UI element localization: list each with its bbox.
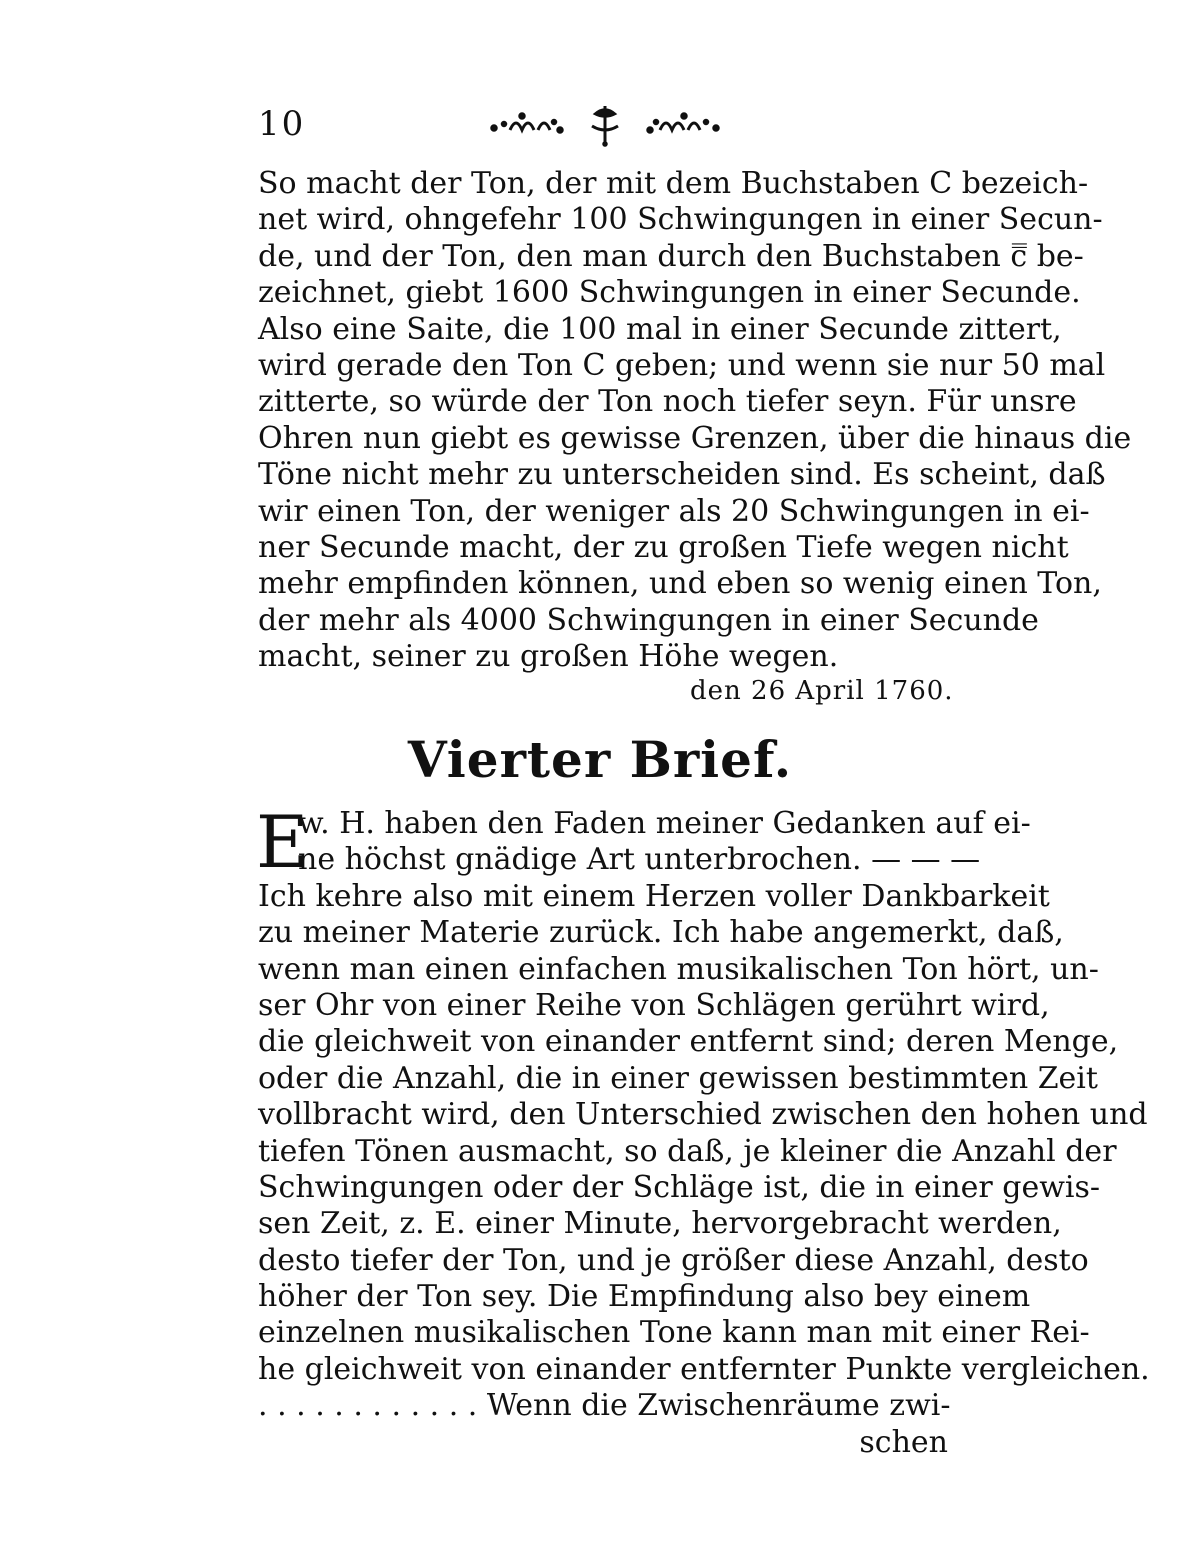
ornament-icon bbox=[480, 100, 730, 150]
text-line: ne höchst gnädige Art unterbrochen. — — — bbox=[298, 842, 981, 878]
text-line: zeichnet, giebt 1600 Schwingungen in einer Secunde. bbox=[258, 275, 1081, 311]
text-line: wird gerade den Ton C geben; und wenn sie nur 50 mal bbox=[258, 347, 1106, 383]
text-line: net wird, ohngefehr 100 Schwingungen in einer Secun- bbox=[258, 202, 1103, 238]
text-line: zu meiner Materie zurück. Ich habe angemerkt, daß, bbox=[258, 915, 1064, 951]
text-line: der mehr als 4000 Schwingungen in einer Secunde bbox=[258, 602, 1039, 638]
text-line: de, und der Ton, den man durch den Buchstaben c̿ be- bbox=[258, 238, 1084, 274]
text-line: Schwingungen oder der Schläge ist, die in einer gewis- bbox=[258, 1169, 1101, 1205]
text-line: wenn man einen einfachen musikalischen Ton hört, un- bbox=[258, 951, 1099, 987]
letter-four-body bbox=[256, 800, 1150, 1461]
text-line: ner Secunde macht, der zu großen Tiefe wegen nicht bbox=[258, 529, 1069, 565]
text-line: Ich kehre also mit einem Herzen voller Dankbarkeit bbox=[258, 878, 1050, 914]
text-line: desto tiefer der Ton, und je größer diese Anzahl, desto bbox=[258, 1242, 1089, 1278]
text-line: ser Ohr von einer Reihe von Schlägen gerührt wird, bbox=[258, 987, 1050, 1023]
catchword: schen bbox=[859, 1424, 948, 1460]
text-line: mehr empfinden können, und eben so wenig einen Ton, bbox=[258, 566, 1102, 602]
letter-date: den 26 April 1760. bbox=[690, 676, 954, 706]
text-line: oder die Anzahl, die in einer gewissen bestimmten Zeit bbox=[258, 1060, 1098, 1096]
text-line: Töne nicht mehr zu unterscheiden sind. Es scheint, daß bbox=[258, 457, 1106, 493]
text-line: Ohren nun giebt es gewisse Grenzen, über die hinaus die bbox=[258, 420, 1132, 456]
text-line: w. H. haben den Faden meiner Gedanken auf ei- bbox=[298, 806, 1031, 841]
text-line: die gleichweit von einander entfernt sind; deren Menge, bbox=[258, 1024, 1119, 1060]
text-line: So macht der Ton, der mit dem Buchstaben C bezeich- bbox=[258, 166, 1089, 201]
text-line: höher der Ton sey. Die Empfindung also bey einem bbox=[258, 1279, 1031, 1315]
text-line: vollbracht wird, den Unterschied zwischen den hohen und bbox=[258, 1097, 1148, 1133]
text-line: . . . . . . . . . . . . Wenn die Zwischenräume zwi- bbox=[258, 1388, 951, 1424]
text-line: he gleichweit von einander entfernter Punkte vergleichen. bbox=[258, 1351, 1150, 1387]
text-line: wir einen Ton, der weniger als 20 Schwingungen in ei- bbox=[258, 493, 1090, 529]
letter-three-body bbox=[258, 166, 1132, 675]
text-line: tiefen Tönen ausmacht, so daß, je kleiner die Anzahl der bbox=[258, 1133, 1117, 1169]
letter-heading: Vierter Brief. bbox=[407, 730, 793, 789]
text-line: sen Zeit, z. E. einer Minute, hervorgebracht werden, bbox=[258, 1206, 1062, 1242]
text-line: einzelnen musikalischen Tone kann man mit einer Rei- bbox=[258, 1315, 1090, 1351]
text-line: Also eine Saite, die 100 mal in einer Secunde zittert, bbox=[258, 311, 1062, 347]
page-number: 10 bbox=[258, 104, 306, 144]
text-line: zitterte, so würde der Ton noch tiefer seyn. Für unsre bbox=[258, 384, 1077, 420]
text-line: macht, seiner zu großen Höhe wegen. bbox=[258, 639, 839, 675]
drop-cap: E bbox=[256, 800, 309, 884]
